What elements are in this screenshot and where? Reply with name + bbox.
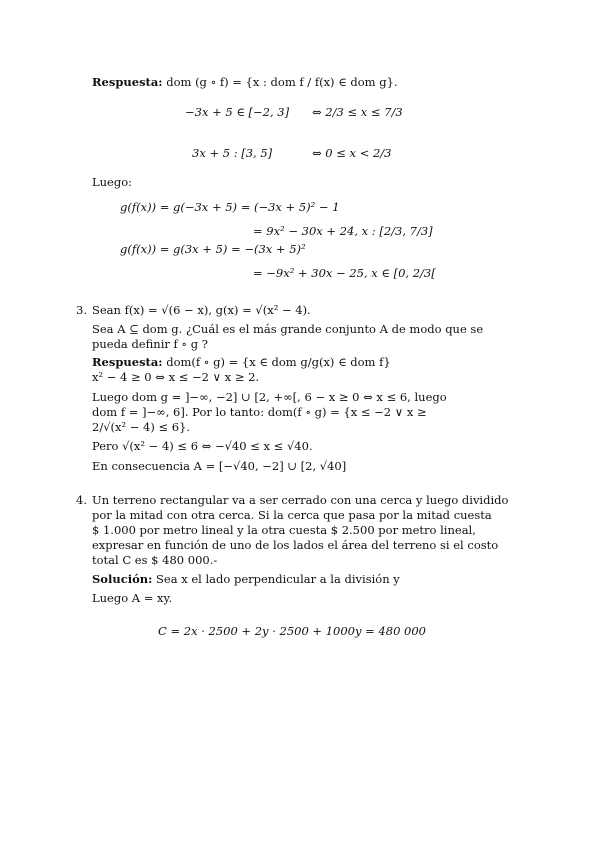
equation-1: g(f(x)) = g(−3x + 5) = (−3x + 5)² − 1 bbox=[120, 200, 340, 214]
condition-1-left: −3x + 5 ∈ [−2, 3] bbox=[185, 105, 290, 119]
condition-2-left: 3x + 5 : [3, 5] bbox=[192, 146, 273, 160]
domain-definition: dom (g ∘ f) = {x : dom f / f(x) ∈ dom g}. bbox=[166, 75, 398, 89]
problem-4-line-2: por la mitad con otra cerca. Si la cerca que pasa por la mitad cuesta bbox=[92, 508, 492, 522]
solucion-text: Sea x el lado perpendicular a la división y bbox=[156, 572, 400, 586]
response-text: dom(f ∘ g) = {x ∈ dom g/g(x) ∈ dom f} bbox=[166, 355, 391, 369]
problem-3-response-line-1 bbox=[92, 355, 391, 369]
problem-3-question-line-1: Sea A ⊆ dom g. ¿Cuál es el más grande conjunto A de modo que se bbox=[92, 322, 484, 336]
problem-3-response-line-6: Pero √(x² − 4) ≤ 6 ⇔ −√40 ≤ x ≤ √40. bbox=[92, 439, 313, 453]
problem-3-response-line-7: En consecuencia A = [−√40, −2] ∪ [2, √40] bbox=[92, 459, 347, 473]
solucion-line-2: Luego A = xy. bbox=[92, 591, 173, 605]
problem-3-response-line-5: 2/√(x² − 4) ≤ 6}. bbox=[92, 420, 191, 434]
condition-2-right: ⇔ 0 ≤ x < 2/3 bbox=[312, 146, 392, 160]
problem-4-line-1: Un terreno rectangular va a ser cerrado con una cerca y luego dividido bbox=[92, 493, 509, 507]
problem-4-line-4: expresar en función de uno de los lados el área del terreno si el costo bbox=[92, 538, 499, 552]
problem-4-line-5: total C es $ 480 000.- bbox=[92, 553, 218, 567]
solucion-label: Solución: bbox=[92, 572, 153, 586]
respuesta-label: Respuesta: bbox=[92, 355, 163, 369]
equation-4: = −9x² + 30x − 25, x ∈ [0, 2/3[ bbox=[253, 266, 436, 280]
respuesta-line-1 bbox=[92, 75, 398, 89]
problem-3-statement: Sean f(x) = √(6 − x), g(x) = √(x² − 4). bbox=[92, 303, 311, 317]
problem-4-number: 4. bbox=[76, 493, 87, 507]
luego-label: Luego: bbox=[92, 175, 133, 189]
respuesta-label: Respuesta: bbox=[92, 75, 163, 89]
problem-3-response-line-4: dom f = ]−∞, 6]. Por lo tanto: dom(f ∘ g) = {x ≤ −2 ∨ x ≥ bbox=[92, 405, 427, 419]
problem-4-line-3: $ 1.000 por metro lineal y la otra cuesta $ 2.500 por metro lineal, bbox=[92, 523, 476, 537]
problem-3-question-line-2: pueda definir f ∘ g ? bbox=[92, 337, 208, 351]
cost-formula: C = 2x · 2500 + 2y · 2500 + 1000y = 480 000 bbox=[158, 624, 426, 638]
condition-1-right: ⇔ 2/3 ≤ x ≤ 7/3 bbox=[312, 105, 403, 119]
problem-3-response-line-2: x² − 4 ≥ 0 ⇔ x ≤ −2 ∨ x ≥ 2. bbox=[92, 370, 260, 384]
problem-3-number: 3. bbox=[76, 303, 87, 317]
equation-3: g(f(x)) = g(3x + 5) = −(3x + 5)² bbox=[120, 242, 306, 256]
problem-3-response-line-3: Luego dom g = ]−∞, −2] ∪ [2, +∞[, 6 − x ≥ 0 ⇔ x ≤ 6, luego bbox=[92, 390, 447, 404]
equation-2: = 9x² − 30x + 24, x : [2/3, 7/3] bbox=[253, 224, 433, 238]
solucion-line bbox=[92, 572, 400, 586]
